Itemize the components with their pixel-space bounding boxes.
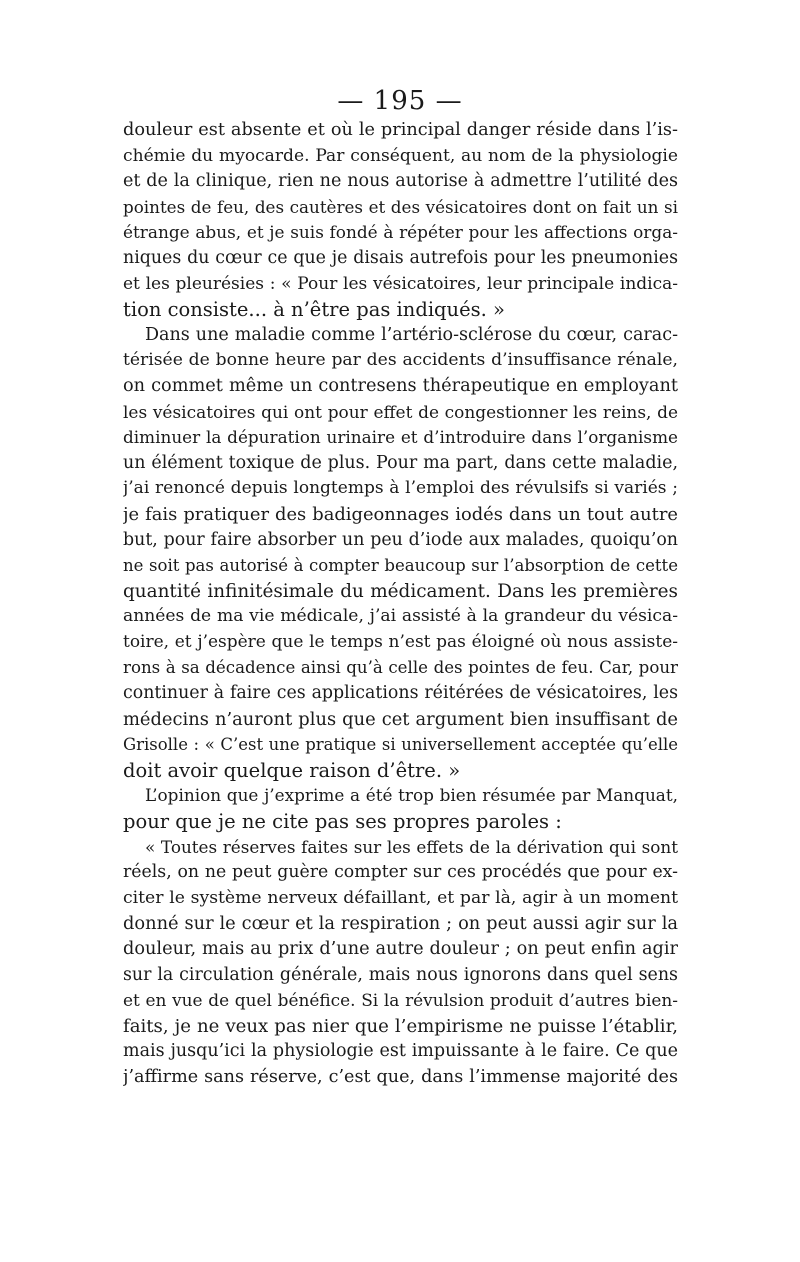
- text-line: sur la circulation générale, mais nous ignorons dans quel sens: [123, 964, 678, 985]
- text-line: Dans une maladie comme l’artério-sclérose du cœur, carac-: [145, 324, 678, 345]
- text-line: années de ma vie médicale, j’ai assisté à la grandeur du vésica-: [123, 606, 678, 627]
- text-line: et de la clinique, rien ne nous autorise à admettre l’utilité des: [123, 171, 678, 192]
- text-line: Grisolle : « C’est une pratique si universellement acceptée qu’elle: [123, 735, 678, 755]
- text-line: on commet même un contresens thérapeutique en employant: [123, 375, 678, 396]
- text-line: diminuer la dépuration urinaire et d’introduire dans l’organisme: [123, 427, 678, 448]
- text-line: rons à sa décadence ainsi qu’à celle des pointes de feu. Car, pour: [123, 658, 678, 678]
- text-line: douleur est absente et où le principal danger réside dans l’is-: [123, 120, 678, 140]
- text-line: je fais pratiquer des badigeonnages iodés dans un tout autre: [123, 503, 678, 525]
- text-line: faits, je ne veux pas nier que l’empirisme ne puisse l’établir,: [123, 1015, 678, 1037]
- text-line: étrange abus, et je suis fondé à répéter pour les affections orga-: [123, 222, 678, 243]
- text-line: les vésicatoires qui ont pour effet de congestionner les reins, de: [123, 401, 678, 422]
- text-line: niques du cœur ce que je disais autrefois pour les pneumonies: [123, 247, 678, 268]
- text-line: et les pleurésies : « Pour les vésicatoires, leur principale indica-: [123, 273, 678, 294]
- text-line: citer le système nerveux défaillant, et par là, agir à un moment: [123, 887, 678, 908]
- text-line: doit avoir quelque raison d’être. »: [123, 758, 461, 782]
- text-line: toire, et j’espère que le temps n’est pas éloigné où nous assiste-: [123, 631, 678, 652]
- text-line: ne soit pas autorisé à compter beaucoup sur l’absorption de cette: [123, 556, 678, 576]
- text-line: réels, on ne peut guère compter sur ces procédés que pour ex-: [123, 862, 678, 883]
- text-line: térisée de bonne heure par des accidents d’insuffisance rénale,: [123, 350, 678, 371]
- text-line: pointes de feu, des cautères et des vésicatoires dont on fait un si: [123, 196, 678, 217]
- text-line: continuer à faire ces applications réitérées de vésicatoires, les: [123, 683, 678, 704]
- text-line: but, pour faire absorber un peu d’iode aux malades, quoiqu’on: [123, 529, 678, 550]
- text-line: « Toutes réserves faites sur les effets de la dérivation qui sont: [145, 836, 678, 857]
- text-line: médecins n’auront plus que cet argument bien insuffisant de: [123, 708, 678, 730]
- text-line: tion consiste... à n’être pas indiqués. »: [123, 298, 505, 322]
- text-line: douleur, mais au prix d’une autre douleur ; on peut enfin agir: [123, 939, 678, 959]
- text-line: j’affirme sans réserve, c’est que, dans l’immense majorité des: [123, 1066, 678, 1087]
- text-line: donné sur le cœur et la respiration ; on peut aussi agir sur la: [123, 913, 678, 935]
- text-line: pour que je ne cite pas ses propres paroles :: [123, 810, 562, 834]
- text-line: quantité infinitésimale du médicament. Dans les premières: [123, 580, 678, 602]
- text-line: un élément toxique de plus. Pour ma part, dans cette maladie,: [123, 452, 678, 473]
- text-line: et en vue de quel bénéfice. Si la révulsion produit d’autres bien-: [123, 990, 678, 1011]
- text-line: j’ai renoncé depuis longtemps à l’emploi des révulsifs si variés ;: [123, 478, 678, 499]
- body-text: [123, 118, 678, 1091]
- text-line: mais jusqu’ici la physiologie est impuissante à le faire. Ce que: [123, 1041, 678, 1062]
- text-line: L’opinion que j’exprime a été trop bien résumée par Manquat,: [145, 785, 678, 806]
- page-number: — 195 —: [337, 86, 463, 116]
- text-line: chémie du myocarde. Par conséquent, au nom de la physiologie: [123, 145, 678, 166]
